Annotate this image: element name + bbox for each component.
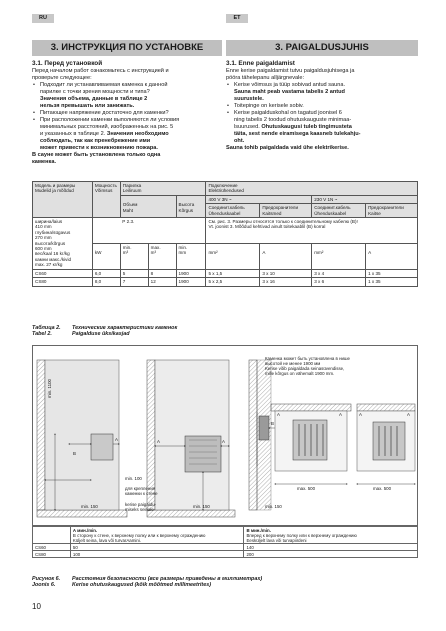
text-line-bold: Значения необходимо	[106, 131, 169, 137]
text-line-bold: нельзя превышать или занижать.	[40, 103, 135, 109]
label-min-1100: min. 1100	[47, 379, 52, 398]
text-line: парилке с точки зрения мощности и типа?	[40, 89, 150, 95]
heater-corner	[373, 422, 405, 460]
text-line: • Подходит ли устанавливаемая каменка к данной	[40, 82, 168, 88]
safety-distances-diagram	[32, 345, 418, 526]
column-et	[226, 60, 418, 152]
sauna-room	[155, 360, 229, 510]
cell-note: См. рис. 3. Размеры относятся только к соединительному кабелю (В)! Vt. joonist 3. Mõõdud kehtivad ainult toitekaablil (B) korral	[206, 218, 418, 244]
label-a: A	[339, 412, 342, 417]
cell-cable-230: 3 x 6	[312, 278, 366, 286]
text-line: • При расположении каменки выполняются ли условия	[40, 117, 180, 123]
list-item	[226, 103, 418, 110]
text-line-bold: соблюдать, так как пренебрежение ими	[40, 138, 151, 144]
subtitle-et: 3.1. Enne paigaldamist	[226, 60, 295, 67]
cell-dimensions: ширина/laius 410 mm глубина/sügavus 270 mm высота/kõrgus 600 mm вес/kaal 16 kг/kg камни макс./kivid max. 27 кг/kg	[33, 218, 93, 270]
cell-cable-400: 5 x 2,5	[206, 278, 260, 286]
cell-cable-400: 5 x 1,5	[206, 269, 260, 277]
table-row	[33, 544, 418, 551]
header-cable-400: Соединит.кабель Ühenduskaabel	[206, 204, 260, 218]
label-min-150: min. 150	[265, 504, 282, 509]
text-line: • Питающее напряжение достаточно для каменки?	[40, 110, 169, 116]
niche-note: Каменка может быть установлена в нише высотой не менее 1900 мм Kerise võib paigaldada seinasüvendisse, mille kõrgus on vähemalt 1900 mm.	[265, 356, 350, 376]
text-line-bold: täita, sest nende eiramisega kaasneb tulekahju-	[234, 131, 361, 137]
label-min-150: min. 150	[193, 504, 210, 509]
text-line-bold: каменка.	[32, 159, 57, 165]
footer-note-et	[226, 145, 418, 152]
text-line: lsuurused.	[234, 124, 260, 130]
cell-fuse-400: 3 x 16	[260, 278, 312, 286]
cell-model: CS80	[33, 551, 71, 558]
header-cable-230: Соединит.кабель Ühenduskaabel	[312, 204, 366, 218]
header-room: Парилка Leiliruum	[120, 182, 206, 196]
checklist-ru	[32, 82, 224, 152]
cell-cable-230: 3 x 4	[312, 269, 366, 277]
list-item	[226, 82, 418, 103]
unit-mm2: mm²	[312, 243, 366, 269]
table-caption: Таблица 2. Технические характеристики каменок Tabel 2. Paigalduse üksikasjad	[32, 325, 178, 338]
text-line-bold: Ohutuskaugusi tuleb tingimusteta	[261, 124, 352, 130]
table-row	[33, 278, 418, 286]
floor-hatch	[37, 510, 127, 517]
unit-max: max. m³	[148, 243, 176, 269]
subtitle-ru: 3.1. Перед установкой	[32, 60, 103, 67]
text-line-bold: Sauna tohib paigaldada vaid ühe elektrikerise.	[226, 145, 349, 151]
heater-top	[259, 416, 269, 440]
specs-table	[32, 181, 418, 287]
diagram-drawing	[33, 346, 419, 527]
intro-ru	[32, 68, 224, 82]
header-connection: Подключение Elektriühendused	[206, 182, 418, 196]
header-model: Модель и размеры Mudelid ja mõõdud	[33, 182, 93, 218]
text-line: ning tabelis 2 toodud ohutuskauguste minimaa-	[234, 117, 352, 123]
header-volume: Объем Maht	[120, 195, 176, 217]
heater-side	[91, 434, 113, 460]
table-row	[33, 269, 418, 277]
text-line: и указанных в таблице 2.	[40, 131, 106, 137]
cell-height: 1900	[176, 278, 206, 286]
unit-kw: kW	[92, 243, 120, 269]
unit-a: A	[366, 243, 418, 269]
header-a: A мин./min. В сторону к стене, к верхнему полку или к верхнему ограждению Küljelt seina, lava või turvarAamini.	[70, 527, 244, 544]
unit-a: A	[260, 243, 312, 269]
label-a: A	[222, 439, 225, 444]
list-item	[32, 110, 224, 117]
table-header-row	[33, 527, 418, 544]
label-max-500: max. 500	[373, 486, 392, 491]
supports-caption: для крепления каменки к стене	[125, 486, 158, 496]
text-line-bold: Sauna maht peab vastama tabelis 2 antud	[234, 89, 345, 95]
text-line-bold: может привести к возникновению пожара.	[40, 145, 158, 151]
section-title-ru: 3. ИНСТРУКЦИЯ ПО УСТАНОВКЕ	[32, 40, 222, 56]
header-400v: 400 V 3N ~	[206, 195, 312, 203]
list-item	[32, 117, 224, 152]
table-header-row	[33, 182, 418, 196]
checklist-et	[226, 82, 418, 145]
header-b: B мин./min. Вперед к верхнему полку или к верхнему ограждению Eesküljelt lava või turvapiirdeni	[244, 527, 418, 544]
text-line-bold: suurustele.	[234, 96, 264, 102]
text-line-bold: В сауне может быть установлена только одна	[32, 152, 161, 158]
unit-mm2: mm²	[206, 243, 260, 269]
heater-niche	[293, 420, 327, 460]
text-line: проверьте следующее:	[32, 75, 92, 81]
cell-distance-b: 140	[244, 544, 418, 551]
label-a: A	[157, 439, 160, 444]
text-line: • Kerise võimsus ja tüüp sobivad antud sauna.	[234, 82, 346, 88]
section-title-et: 3. PAIGALDUSJUHIS	[226, 40, 418, 56]
text-line: pööra tähelepanu alljärgnevale:	[226, 75, 305, 81]
label-a: A	[407, 412, 410, 417]
header-fuse-230: Предохранители Kaitse	[366, 204, 418, 218]
wall-hatch	[37, 360, 45, 510]
cell-fuse-400: 3 x 10	[260, 269, 312, 277]
label-a: A	[359, 412, 362, 417]
language-tag-ru: RU	[32, 14, 54, 23]
figure-caption: Рисунок 6. Расстояния безопасности (все размеры приведены в миллиметрах) Joonis 6. Kerise ohutuskaugused (kõik mõõtmed millimeetrites)	[32, 576, 263, 589]
label-min-150: min. 150	[81, 504, 98, 509]
column-ru	[32, 60, 224, 166]
header-height: Высота Kõrgus	[176, 195, 206, 217]
cell-model: CS80	[33, 278, 93, 286]
label-max-500: max. 500	[297, 486, 316, 491]
cell-model: CS60	[33, 269, 93, 277]
cell-distance-a: 50	[70, 544, 244, 551]
header-power: Мощность Võimsus	[92, 182, 120, 218]
footer-note-ru	[32, 152, 224, 166]
text-line: минимальных расстояний, изображенных на рис. 5	[40, 124, 174, 130]
niche-top	[271, 404, 351, 411]
text-line: • Kerise paigalduskohal on tagatud joonisel 6	[234, 110, 342, 116]
cell-figure-ref: Р 2.3.	[120, 218, 206, 244]
supports-caption-et: kerise paigaldu- miseks seinale	[125, 502, 156, 512]
text-line-bold: Значения объема, данные в таблице 2	[40, 96, 148, 102]
cell-distance-b: 200	[244, 551, 418, 558]
label-a: A	[277, 412, 280, 417]
language-tag-et: ET	[226, 14, 248, 23]
list-item	[226, 110, 418, 145]
unit-min-mm: min. mm	[176, 243, 206, 269]
table-row	[33, 218, 418, 244]
header-fuse-400: Предохранители Kaitsmed	[260, 204, 312, 218]
label-b: B	[271, 421, 274, 426]
text-line: Перед началом работ ознакомьтесь с инструкцией и	[32, 68, 169, 74]
cell-empty	[92, 218, 120, 244]
unit-min: min. m³	[120, 243, 148, 269]
label-a: A	[115, 437, 118, 442]
cell-height: 1900	[176, 269, 206, 277]
text-line: Enne kerise paigaldamist tutvu paigaldusjuhisega ja	[226, 68, 355, 74]
distance-table	[32, 526, 418, 558]
cell-volume-max: 12	[148, 278, 176, 286]
cell-volume-max: 8	[148, 269, 176, 277]
floor-hatch	[147, 510, 235, 517]
text-line-bold: oht.	[234, 138, 245, 144]
list-item	[32, 82, 224, 110]
cell-volume-min: 5	[120, 269, 148, 277]
label-b: B	[73, 451, 76, 456]
cell-power: 6,0	[92, 269, 120, 277]
label-min-100: min. 100	[125, 476, 142, 481]
cell-volume-min: 7	[120, 278, 148, 286]
wall-hatch	[357, 404, 415, 411]
cell-model: CS60	[33, 544, 71, 551]
heater-front	[185, 436, 221, 472]
table-row	[33, 551, 418, 558]
cell-fuse-230: 1 x 35	[366, 278, 418, 286]
cell-distance-a: 100	[70, 551, 244, 558]
cell-empty	[33, 527, 71, 544]
text-line: • Toitepinge on kerisele sobiv.	[234, 103, 304, 109]
intro-et	[226, 68, 418, 82]
page-number: 10	[32, 602, 41, 611]
header-230v: 230 V 1N ~	[312, 195, 418, 203]
cell-fuse-230: 1 x 35	[366, 269, 418, 277]
wall-hatch	[249, 360, 257, 510]
cell-power: 8,0	[92, 278, 120, 286]
